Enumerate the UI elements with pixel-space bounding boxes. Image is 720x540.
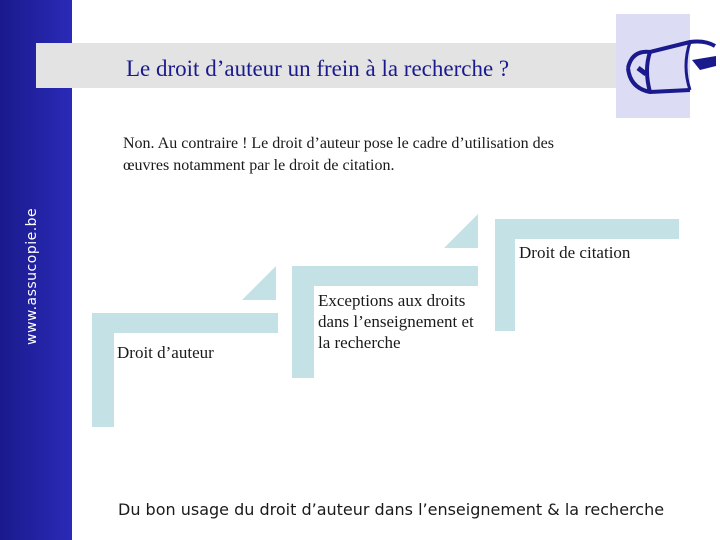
intro-line-2: œuvres notamment par le droit de citation. bbox=[123, 157, 395, 174]
step-label-exceptions: Exceptions aux droits dans l’enseignement et la recherche bbox=[318, 291, 474, 352]
step-label-droit-auteur: Droit d’auteur bbox=[117, 343, 214, 362]
rolled-paper-logo-icon bbox=[620, 30, 720, 110]
step-label-droit-citation: Droit de citation bbox=[519, 243, 631, 262]
page-title: Le droit d’auteur un frein à la recherche ? bbox=[126, 56, 510, 81]
intro-text bbox=[123, 133, 643, 177]
intro-line-1: Non. Au contraire ! Le droit d’auteur pose le cadre d’utilisation des bbox=[123, 135, 554, 152]
footer-text: Du bon usage du droit d’auteur dans l’enseignement & la recherche bbox=[118, 500, 665, 519]
website-vertical-label: www.assucopie.be bbox=[24, 207, 40, 345]
